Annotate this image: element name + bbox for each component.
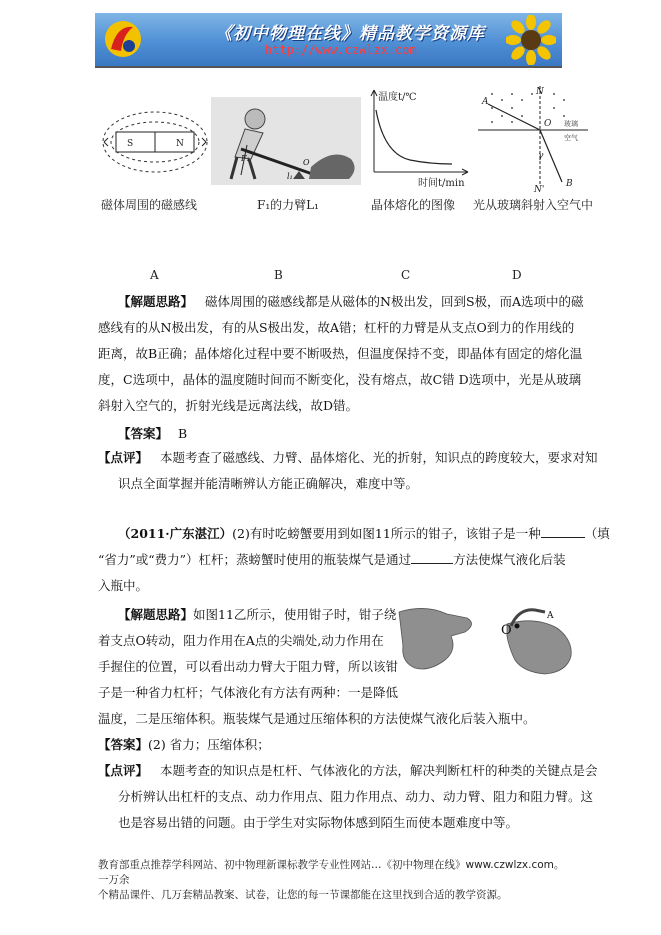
banner-title: 《初中物理在线》精品教学资源库 <box>215 24 485 44</box>
q1-analysis-line-2: 感线有的从N极出发，有的从S极出发，故A错；杠杆的力臂是从支点O到力的作用线的 <box>98 320 575 335</box>
pliers-o-label: O <box>501 623 512 638</box>
q2-stem-line-1: （2011·广东湛江）(2)有时吃螃蟹要用到如图11所示的钳子，该钳子是一种 （填 <box>118 526 610 541</box>
banner-url[interactable]: http://www.czwlzx.com <box>265 43 417 57</box>
q1-comment-line-2: 识点全面掌握并能清晰辨认方能正确解决，难度中等。 <box>118 476 419 491</box>
q2-answer-value: (2) 省力；压缩体积； <box>148 737 270 752</box>
option-letter-a: A <box>150 268 159 282</box>
q2-analysis-line-1: 【解题思路】如图11乙所示，使用钳子时，钳子绕 <box>118 607 397 622</box>
footer-line-2: 个精品课件、几万套精品教案、试卷，让您的每一节课都能在这里找到合适的教学资源。 <box>98 889 508 901</box>
melting-y-axis-label: 温度t/℃ <box>378 92 417 103</box>
ray-b-label: B <box>566 179 573 189</box>
angle-gamma-label: γ <box>538 151 544 161</box>
caption-refraction: 光从玻璃斜射入空气中 <box>473 198 594 212</box>
q1-answer-value: B <box>178 426 188 441</box>
q2-analysis-line-5: 温度，二是压缩体积。瓶装煤气是通过压缩体积的方法使煤气液化后装入瓶中。 <box>98 711 536 726</box>
q1-analysis-line-1: 【解题思路】 磁体周围的磁感线都是从磁体的N极出发，回到S极，而A选项中的磁 <box>118 294 584 309</box>
q1-answer <box>118 421 187 448</box>
logo-icon <box>103 19 143 59</box>
q2-stem-line-2: “省力”或“费力”）杠杆；蒸螃蟹时使用的瓶装煤气是通过 方法使煤气液化后装 <box>98 552 566 567</box>
q2-analysis-line-3: 手握住的位置，可以看出动力臂大于阻力臂，所以该钳 <box>98 659 399 674</box>
lever-o-label: O <box>303 158 310 167</box>
normal-n-prime-label: N' <box>534 185 545 194</box>
magnet-s-label: S <box>127 139 134 149</box>
option-letter-d: D <box>512 268 522 282</box>
q1-analysis-tag: 【解题思路】 <box>118 294 194 309</box>
lever-l1-label: l₁ <box>287 172 293 181</box>
normal-n-label: N <box>536 87 544 97</box>
q1-analysis-line-4: 度，C选项中，晶体的温度随时间而不断变化，没有熔点，故C错 D选项中，光是从玻璃 <box>98 372 582 387</box>
q2-stem-line-3: 入瓶中。 <box>98 578 149 593</box>
air-label: 空气 <box>564 134 578 142</box>
caption-lever: F₁的力臂L₁ <box>257 198 319 212</box>
banner-divider <box>95 66 562 68</box>
q1-analysis-line-3: 距离，故B正确；晶体熔化过程中要不断吸热，但温度保持不变，即晶体有固定的熔化温 <box>98 346 583 361</box>
q2-analysis-line-4: 子是一种省力杠杆；气体液化有方法有两种：一是降低 <box>98 685 399 700</box>
q1-answer-tag: 【答案】 <box>118 426 169 441</box>
q2-analysis-tag: 【解题思路】 <box>118 607 194 622</box>
q1-comment-tag: 【点评】 <box>98 450 149 465</box>
caption-magnet: 磁体周围的磁感线 <box>101 198 198 212</box>
lever-f1-label: F₁ <box>241 154 250 163</box>
q2-source: （2011·广东湛江） <box>118 526 233 541</box>
q2-answer <box>98 732 270 759</box>
melting-x-axis-label: 时间t/min <box>418 178 465 189</box>
lever-figure <box>211 97 361 185</box>
option-letter-c: C <box>401 268 411 282</box>
page-footer <box>98 858 568 903</box>
q1-comment-line-1: 【点评】 本题考查了磁感线、力臂、晶体熔化、光的折射，知识点的跨度较大，要求对知 <box>98 450 598 465</box>
q2-analysis-line-2: 着支点O转动，阻力作用在A点的尖端处,动力作用在 <box>98 633 384 648</box>
point-o-label: O <box>544 119 552 129</box>
header-banner <box>95 13 562 66</box>
sunflower-icon <box>506 15 556 65</box>
refraction-figure <box>478 86 588 194</box>
pliers-a-label: A <box>547 611 554 621</box>
melting-graph-figure <box>370 88 470 192</box>
q2-comment-line-1: 【点评】 本题考查的知识点是杠杆、气体液化的方法，解决判断杠杆的种类的关键点是会 <box>98 763 598 778</box>
glass-label: 玻璃 <box>564 120 578 128</box>
q1-analysis-line-5: 斜射入空气的，折射光线是远离法线，故D错。 <box>98 398 359 413</box>
option-letter-b: B <box>274 268 283 282</box>
q2-comment-line-3: 也是容易出错的问题。由于学生对实际物体感到陌生而使本题难度中等。 <box>118 815 519 830</box>
caption-melting: 晶体熔化的图像 <box>371 198 456 212</box>
q2-comment-tag: 【点评】 <box>98 763 149 778</box>
q2-comment-line-2: 分析辨认出杠杆的支点、动力作用点、阻力作用点、动力、动力臂、阻力和阻力臂。这 <box>118 789 594 804</box>
magnet-field-figure <box>100 108 210 178</box>
pliers-figure <box>395 602 580 680</box>
q2-blank-1 <box>541 525 585 538</box>
footer-line-1: 教育部重点推荐学科网站、初中物理新课标教学专业性网站…《初中物理在线》www.czwlzx.com。一万余 <box>98 859 565 886</box>
ray-a-label: A <box>482 97 489 107</box>
q2-blank-2 <box>411 551 453 564</box>
q2-answer-tag: 【答案】 <box>98 737 149 752</box>
magnet-n-label: N <box>176 139 184 149</box>
